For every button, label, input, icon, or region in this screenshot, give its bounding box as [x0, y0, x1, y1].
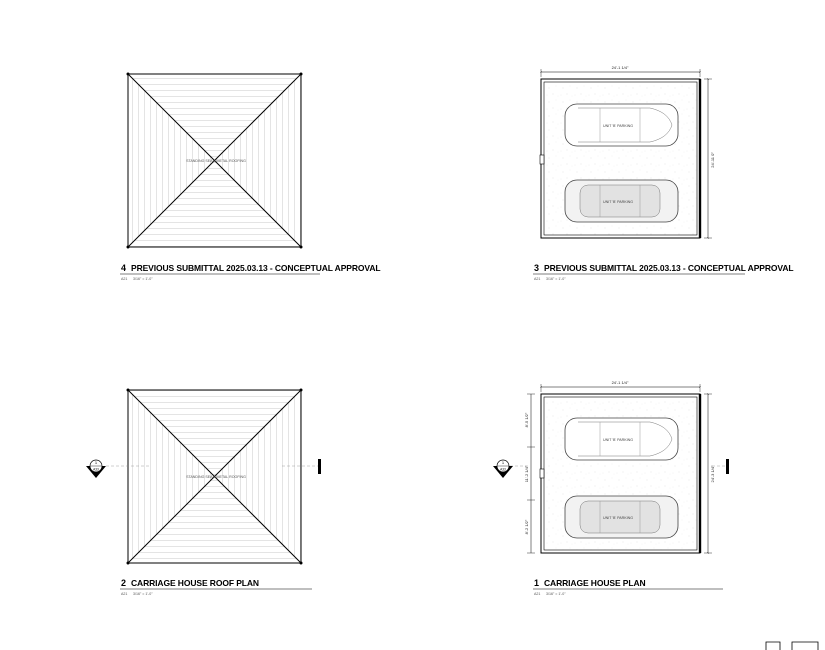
depth-dimension: 24'-11 0"	[710, 152, 715, 168]
view-1-title-block	[533, 578, 723, 596]
roof-note: STANDING SEAM METAL ROOFING	[186, 159, 246, 163]
car-outline-bottom	[565, 180, 678, 222]
car-label: UNIT 'B' PARKING	[603, 438, 633, 442]
view-scale: 3/16" = 1'-0"	[546, 592, 566, 596]
view-scale: 3/16" = 1'-0"	[133, 592, 153, 596]
view-number: 4	[121, 263, 127, 273]
view-4-title-block	[120, 263, 380, 281]
view-2-title-block	[120, 578, 312, 596]
view-number: 1	[534, 578, 540, 588]
sheet-corner-marks	[766, 642, 818, 650]
width-dimension: 24'-1 1/4"	[611, 380, 629, 385]
sheet-ref: A21	[121, 277, 128, 281]
roof-note: STANDING SEAM METAL ROOFING	[186, 475, 246, 479]
view-title: CARRIAGE HOUSE ROOF PLAN	[131, 578, 259, 588]
view-3-title-block	[533, 263, 793, 281]
segment-dimension-mid: 11'-2 1/4"	[524, 465, 529, 483]
section-sheet: A33	[93, 467, 99, 472]
view-title: PREVIOUS SUBMITTAL 2025.03.13 - CONCEPTUAL APPROVAL	[544, 263, 794, 273]
sheet-ref: A21	[121, 592, 128, 596]
car-label: UNIT 'B' PARKING	[603, 516, 633, 520]
view-scale: 3/16" = 1'-0"	[546, 277, 566, 281]
view-number: 3	[534, 263, 540, 273]
view-4-roof-plan	[127, 73, 303, 249]
car-outline-top	[565, 418, 678, 460]
car-outline-top	[565, 104, 678, 146]
sheet-ref: A21	[534, 277, 541, 281]
depth-dimension: 24'-3 1/4"	[710, 465, 715, 483]
view-title: PREVIOUS SUBMITTAL 2025.03.13 - CONCEPTUAL APPROVAL	[131, 263, 381, 273]
view-2-roof-plan	[127, 389, 303, 565]
section-sheet: A33	[500, 467, 506, 472]
view-1-floor-plan	[540, 394, 700, 553]
section-number: 1	[501, 460, 505, 465]
sheet-ref: A21	[534, 592, 541, 596]
section-number: 1	[94, 460, 98, 465]
car-label: UNIT 'B' PARKING	[603, 200, 633, 204]
view-3-floor-plan	[540, 79, 700, 238]
segment-dimension-bottom: 8'-2 1/2"	[524, 519, 529, 535]
view-title: CARRIAGE HOUSE PLAN	[544, 578, 646, 588]
view-scale: 3/16" = 1'-0"	[133, 277, 153, 281]
segment-dimension-top: 8'-5 1/2"	[524, 412, 529, 428]
car-outline-bottom	[565, 496, 678, 538]
view-number: 2	[121, 578, 127, 588]
car-label: UNIT 'B' PARKING	[603, 124, 633, 128]
width-dimension: 24'-1 1/4"	[611, 65, 629, 70]
